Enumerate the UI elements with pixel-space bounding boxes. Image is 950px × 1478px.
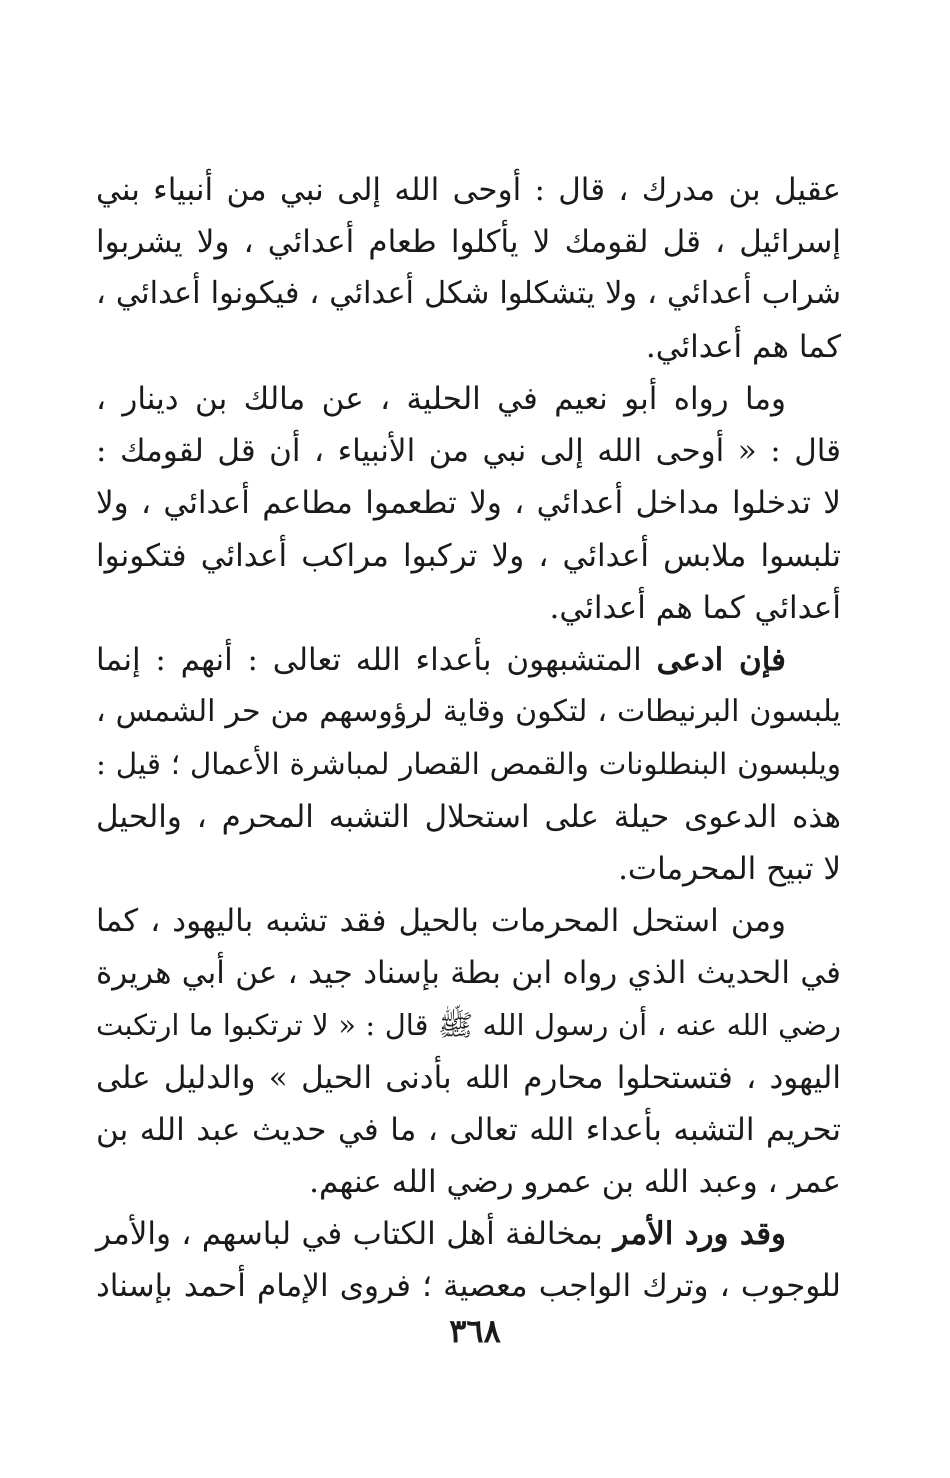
text-line: هذه الدعوى حيلة على استحلال التشبه المحرم ، والحيل <box>96 798 841 835</box>
text-line: تحريم التشبه بأعداء الله تعالى ، ما في حديث عبد الله بن <box>96 1111 841 1148</box>
text-line: أعدائي كما هم أعدائي. <box>549 589 841 626</box>
text-line: ومن استحل المحرمات بالحيل فقد تشبه باليهود ، كما <box>96 903 786 939</box>
text-line: إسرائيل ، قل لقومك لا يأكلوا طعام أعدائي ، ولا يشربوا <box>96 224 841 261</box>
text-line: اليهود ، فتستحلوا محارم الله بأدنى الحيل » والدليل على <box>96 1059 841 1096</box>
text-line: تلبسوا ملابس أعدائي ، ولا تركبوا مراكب أعدائي فتكونوا <box>96 537 841 574</box>
text-line: كما هم أعدائي. <box>645 328 841 365</box>
page-number: ٣٦٨ <box>449 1312 501 1350</box>
paragraph-4 <box>96 895 841 1208</box>
text-line: ويلبسون البنطلونات والقمص القصار لمباشرة الأعمال ؛ قيل : <box>96 747 841 782</box>
text-line: لا تدخلوا مداخل أعدائي ، ولا تطعموا مطاعم أعدائي ، ولا <box>96 485 841 522</box>
text-line <box>96 1208 841 1260</box>
text-line: لا تبيح المحرمات. <box>618 850 841 887</box>
paragraph-1 <box>96 164 841 373</box>
bold-lead-in: وقد ورد الأمر <box>613 1216 786 1252</box>
text-line: للوجوب ، وترك الواجب معصية ؛ فروى الإمام أحمد بإسناد <box>96 1268 841 1305</box>
text-line-rest: بمخالفة أهل الكتاب في لباسهم ، والأمر <box>96 1216 603 1252</box>
text-line: شراب أعدائي ، ولا يتشكلوا شكل أعدائي ، فيكونوا أعدائي ، <box>96 276 841 312</box>
text-line: قال : « أوحى الله إلى نبي من الأنبياء ، أن قل لقومك : <box>96 433 841 470</box>
paragraph-2 <box>96 373 841 634</box>
text-line-rest: المتشبهون بأعداء الله تعالى : أنهم : إنما <box>96 642 642 678</box>
bold-lead-in: فإن ادعى <box>656 642 787 678</box>
text-line: عقيل بن مدرك ، قال : أوحى الله إلى نبي من أنبياء بني <box>96 172 841 208</box>
text-line: عمر ، وعبد الله بن عمرو رضي الله عنهم. <box>309 1164 841 1201</box>
paragraph-3 <box>96 634 841 895</box>
text-line: في الحديث الذي رواه ابن بطة بإسناد جيد ، عن أبي هريرة <box>96 955 841 992</box>
text-line: رضي الله عنه ، أن رسول الله ﷺ قال : « لا ترتكبوا ما ارتكبت <box>96 1008 841 1043</box>
text-line: يلبسون البرنيطات ، لتكون وقاية لرؤوسهم من حر الشمس ، <box>96 694 841 730</box>
paragraph-5 <box>96 1208 841 1312</box>
text-line <box>96 634 841 686</box>
text-line: وما رواه أبو نعيم في الحلية ، عن مالك بن دينار ، <box>96 381 786 417</box>
